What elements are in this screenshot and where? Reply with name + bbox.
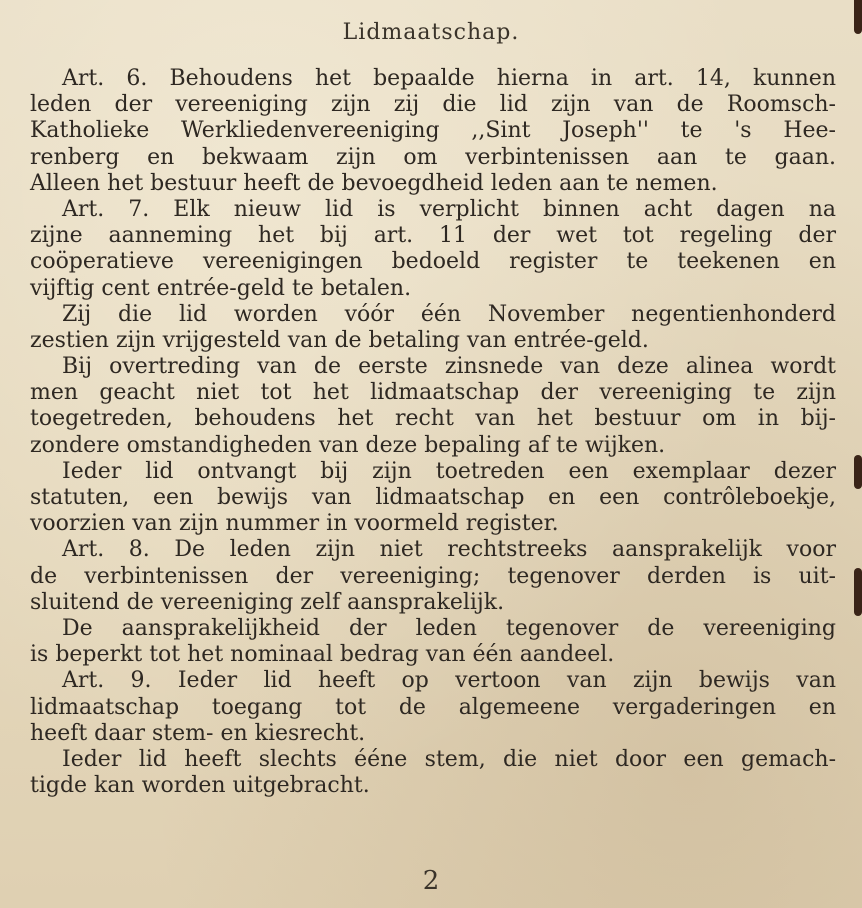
text-line: zestien zijn vrijgesteld van de betaling van entrée-geld. xyxy=(30,327,649,353)
binding-stain-mark xyxy=(854,0,862,34)
text-line: coöperatieve vereenigingen bedoeld register te teekenen en xyxy=(30,249,836,275)
text-line: tigde kan worden uitgebracht. xyxy=(30,773,370,799)
text-line: Zij die lid worden vóór één November negentienhonderd xyxy=(62,301,836,327)
text-line: Katholieke Werkliedenvereeniging ,,Sint Joseph'' te 's Hee- xyxy=(30,118,836,144)
text-line: statuten, een bewijs van lidmaatschap en een contrôleboekje, xyxy=(30,485,836,510)
text-line: heeft daar stem- en kiesrecht. xyxy=(30,720,366,746)
text-line: Art. 7. Elk nieuw lid is verplicht binnen acht dagen na xyxy=(62,196,836,222)
text-line: Ieder lid heeft slechts ééne stem, die niet door een gemach- xyxy=(62,746,836,772)
text-line: renberg en bekwaam zijn om verbintenissen aan te gaan. xyxy=(30,144,836,170)
text-line: is beperkt tot het nominaal bedrag van één aandeel. xyxy=(30,642,615,668)
text-line: De aansprakelijkheid der leden tegenover de vereeniging xyxy=(62,615,836,641)
text-line: zijne aanneming het bij art. 11 der wet tot regeling der xyxy=(30,223,836,249)
text-line: sluitend de vereeniging zelf aansprakelijk. xyxy=(30,589,505,615)
text-line: toegetreden, behoudens het recht van het bestuur om in bij- xyxy=(30,406,836,432)
page-title: Lidmaatschap. xyxy=(342,20,520,45)
article-text-block xyxy=(30,66,836,799)
text-line: Art. 6. Behoudens het bepaalde hierna in art. 14, kunnen xyxy=(62,66,836,91)
text-line: men geacht niet tot het lidmaatschap der vereeniging te zijn xyxy=(30,380,836,406)
text-line: voorzien van zijn nummer in voormeld register. xyxy=(30,511,559,537)
binding-stain-mark xyxy=(854,455,862,489)
cropped-header-remnant xyxy=(430,0,500,6)
text-line: Bij overtreding van de eerste zinsnede van deze alinea wordt xyxy=(62,354,836,380)
text-line: Art. 9. Ieder lid heeft op vertoon van zijn bewijs van xyxy=(62,668,836,694)
text-line: lidmaatschap toegang tot de algemeene vergaderingen en xyxy=(30,694,836,720)
text-line: Art. 8. De leden zijn niet rechtstreeks aansprakelijk voor xyxy=(62,537,836,563)
page-number: 2 xyxy=(422,866,440,896)
text-line: vijftig cent entrée-geld te betalen. xyxy=(30,275,412,301)
text-line: Ieder lid ontvangt bij zijn toetreden een exemplaar dezer xyxy=(62,458,836,484)
text-line: leden der vereeniging zijn zij die lid zijn van de Roomsch- xyxy=(30,92,836,118)
text-line: de verbintenissen der vereeniging; tegenover derden is uit- xyxy=(30,563,836,589)
binding-stain-mark xyxy=(854,568,862,616)
text-line: zondere omstandigheden van deze bepaling af te wijken. xyxy=(30,432,666,458)
text-line: Alleen het bestuur heeft de bevoegdheid leden aan te nemen. xyxy=(30,170,718,196)
